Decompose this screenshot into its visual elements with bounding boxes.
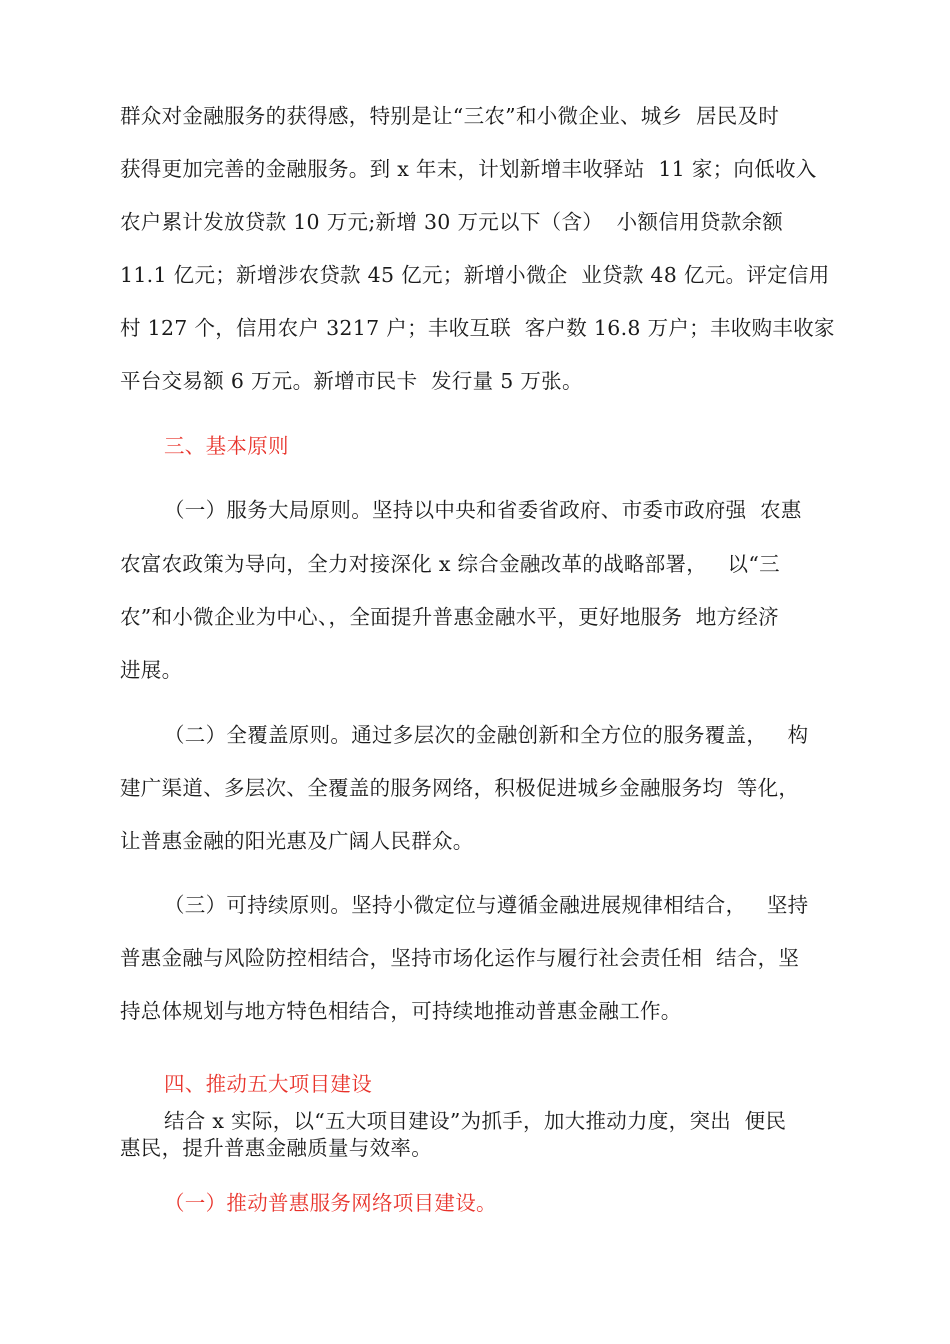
subheading-service-network-project: （一）推动普惠服务网络项目建设。 bbox=[164, 1191, 497, 1215]
principle-2-line-3: 让普惠金融的阳光惠及广阔人民群众。 bbox=[120, 829, 474, 853]
principle-1-line-2: 农富农政策为导向，全力对接深化 x 综合金融改革的战略部署， 以“三 bbox=[120, 552, 780, 576]
principle-3-line-3: 持总体规划与地方特色相结合，可持续地推动普惠金融工作。 bbox=[120, 999, 682, 1023]
intro-line-5: 村 127 个，信用农户 3217 户；丰收互联 客户数 16.8 万户；丰收购丰收家 bbox=[120, 316, 835, 340]
principle-2-line-2: 建广渠道、多层次、全覆盖的服务网络，积极促进城乡金融服务均 等化， bbox=[120, 776, 800, 800]
section-heading-five-projects: 四、推动五大项目建设 bbox=[164, 1072, 372, 1096]
principle-2-line-1: （二）全覆盖原则。通过多层次的金融创新和全方位的服务覆盖， 构 bbox=[164, 723, 809, 747]
section4-intro-line-2: 惠民，提升普惠金融质量与效率。 bbox=[120, 1136, 432, 1160]
intro-line-6: 平台交易额 6 万元。新增市民卡 发行量 5 万张。 bbox=[120, 369, 583, 393]
principle-1-line-4: 进展。 bbox=[120, 658, 183, 682]
intro-line-1: 群众对金融服务的获得感，特别是让“三农”和小微企业、城乡 居民及时 bbox=[120, 104, 780, 128]
principle-1-line-1: （一）服务大局原则。坚持以中央和省委省政府、市委市政府强 农惠 bbox=[164, 498, 802, 522]
intro-line-3: 农户累计发放贷款 10 万元;新增 30 万元以下（含） 小额信用贷款余额 bbox=[120, 210, 784, 234]
principle-1-line-3: 农”和小微企业为中心、，全面提升普惠金融水平，更好地服务 地方经济 bbox=[120, 605, 779, 629]
section4-intro-line-1: 结合 x 实际，以“五大项目建设”为抓手，加大推动力度，突出 便民 bbox=[164, 1109, 787, 1133]
section-heading-basic-principles: 三、基本原则 bbox=[164, 434, 289, 458]
intro-line-2: 获得更加完善的金融服务。到 x 年末，计划新增丰收驿站 11 家；向低收入 bbox=[120, 157, 817, 181]
principle-3-line-1: （三）可持续原则。坚持小微定位与遵循金融进展规律相结合， 坚持 bbox=[164, 893, 809, 917]
principle-3-line-2: 普惠金融与风险防控相结合，坚持市场化运作与履行社会责任相 结合，坚 bbox=[120, 946, 800, 970]
intro-line-4: 11.1 亿元；新增涉农贷款 45 亿元；新增小微企 业贷款 48 亿元。评定信用 bbox=[120, 263, 830, 287]
